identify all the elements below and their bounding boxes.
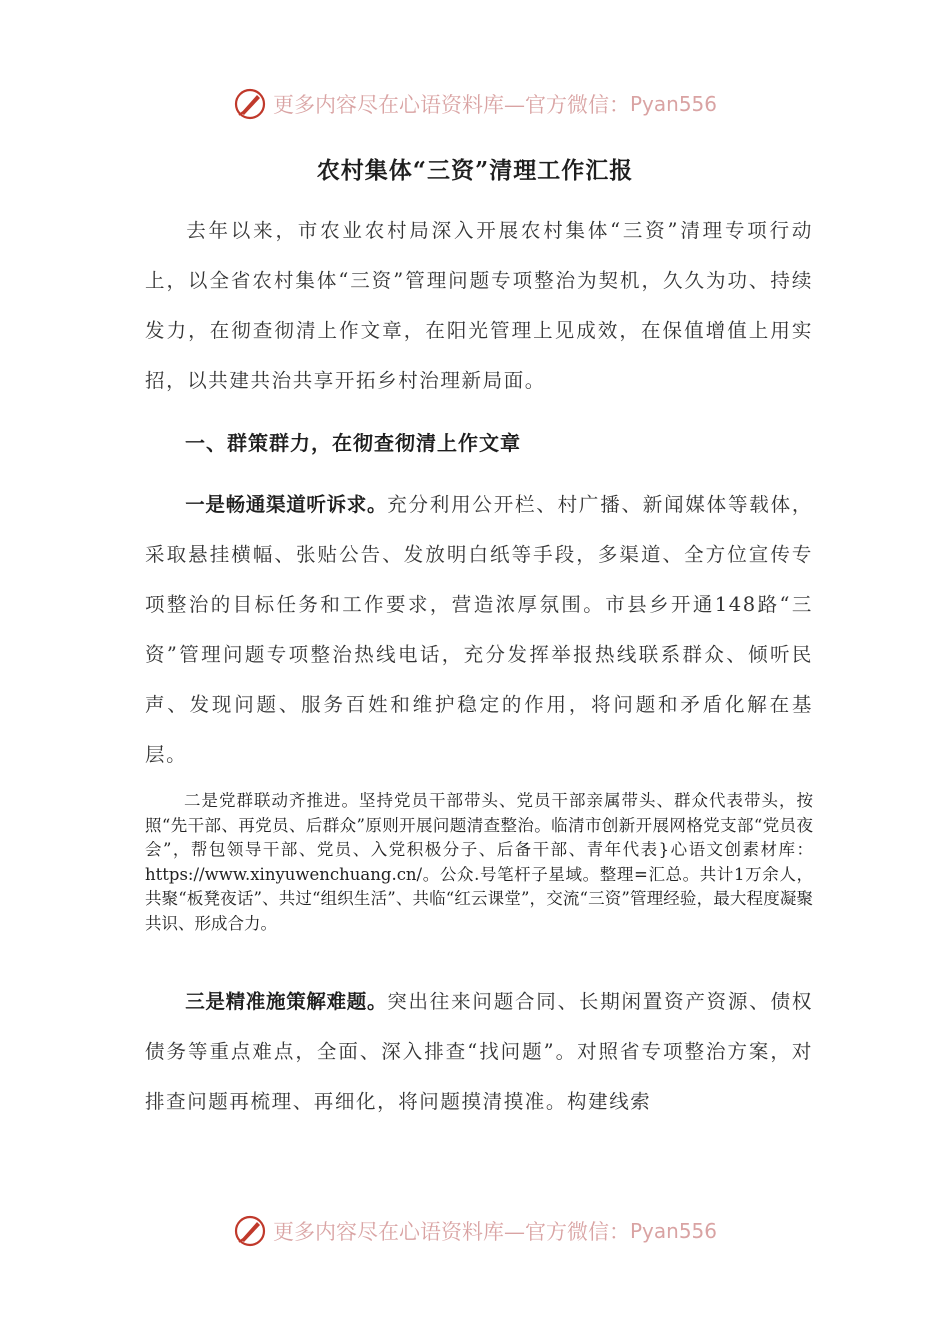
point-2-paragraph <box>145 789 813 937</box>
watermark-banner-bottom <box>0 1211 950 1251</box>
section-heading-1: 一、群策群力，在彻查彻清上作文章 <box>185 431 521 455</box>
point-3-lead: 三是精准施策解难题。 <box>185 990 388 1013</box>
quill-logo-icon <box>233 1214 267 1248</box>
point-1-lead: 一是畅通渠道听诉求。 <box>185 493 388 516</box>
document-title: 农村集体“三资”清理工作汇报 <box>316 157 634 184</box>
banner-text: 更多内容尽在心语资料库—官方微信： <box>272 93 630 117</box>
intro-paragraph <box>145 206 813 406</box>
point-1-paragraph <box>145 480 813 780</box>
intro-text: 去年以来，市农业农村局深入开展农村集体“三资”清理专项行动上，以全省农村集体“三资”管理问题专项整治为契机，久久为功、持续发力，在彻查彻清上作文章，在阳光管理上见成效，在保值增值上用实招，以共建共治共享开拓乡村治理新局面。 <box>145 219 813 392</box>
point-2-text: 二是党群联动齐推进。坚持党员干部带头、党员干部亲属带头、群众代表带头，按照“先干部、再党员、后群众”原则开展问题清查整治。临清市创新开展网格党支部“党员夜会”，帮包领导干部、党员、入党积极分子、后备干部、青年代表}心语文创素材库：https://www.xinyuwenchuang.cn/。公众.号笔杆子星域。整理=汇总。共计1万余人，共聚“板凳夜话”、共过“组织生活”、共临“红云课堂”，交流“三资”管理经验，最大程度凝聚共识、形成合力。 <box>145 791 813 933</box>
watermark-banner-top <box>0 84 950 124</box>
point-1-body: 充分利用公开栏、村广播、新闻媒体等载体，采取悬挂横幅、张贴公告、发放明白纸等手段，多渠道、全方位宣传专项整治的目标任务和工作要求，营造浓厚氛围。市县乡开通148路“三资”管理问题专项整治热线电话，充分发挥举报热线联系群众、倾听民声、发现问题、服务百姓和维护稳定的作用，将问题和矛盾化解在基层。 <box>145 493 813 766</box>
banner-wechat-id: Pyan556 <box>629 1219 717 1243</box>
point-3-paragraph <box>145 977 813 1127</box>
quill-logo-icon <box>233 87 267 121</box>
banner-wechat-id: Pyan556 <box>629 92 717 116</box>
banner-text: 更多内容尽在心语资料库—官方微信： <box>272 1220 630 1244</box>
point-3-body: 突出往来问题合同、长期闲置资产资源、债权债务等重点难点，全面、深入排查“找问题”。对照省专项整治方案，对排查问题再梳理、再细化，将问题摸清摸准。构建线索 <box>145 990 813 1113</box>
